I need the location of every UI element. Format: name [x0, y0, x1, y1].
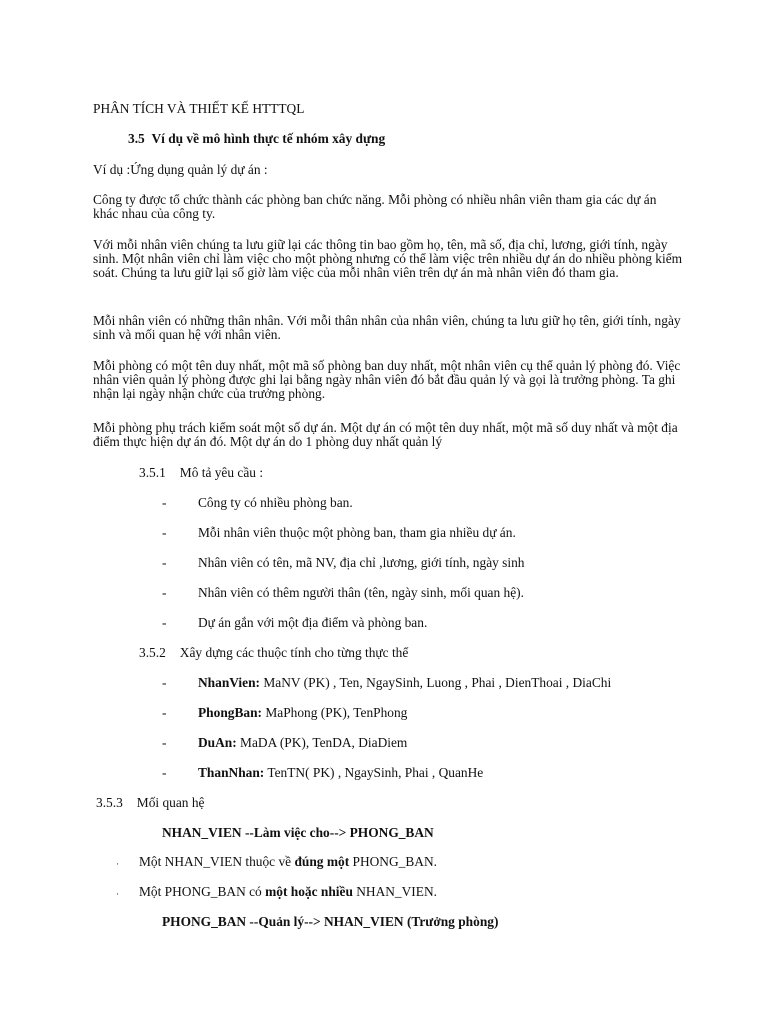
list-dash: -	[162, 495, 167, 510]
entity-attributes: TenTN( PK) , NgaySinh, Phai , QuanHe	[264, 765, 484, 780]
list-item: Mỗi nhân viên thuộc một phòng ban, tham gia nhiều dự án.	[198, 525, 516, 540]
paragraph-4: Mỗi phòng có một tên duy nhất, một mã số phòng ban duy nhất, một nhân viên cụ thể quản lý phòng đó. Việc nhân viên quản lý phòng được ghi lại bằng ngày nhân viên đó bắt đầu quản lý và gọi là trưởng phòng. Ta ghi nhận lại ngày nhận chức của trưởng phòng.	[93, 358, 681, 401]
subsection-title: Mô tả yêu cầu :	[179, 465, 264, 480]
subsection-heading-3-5-3	[96, 796, 204, 810]
subsection-title: Xây dựng các thuộc tính cho từng thực thể	[179, 645, 409, 660]
note-emphasis: một hoặc nhiều	[265, 884, 353, 899]
section-title-text: Ví dụ về mô hình thực tế nhóm xây dựng	[151, 131, 386, 146]
list-dash: -	[162, 615, 167, 630]
entity-item	[198, 676, 611, 690]
note-text: Một PHONG_BAN có	[139, 884, 266, 899]
list-dash: -	[162, 525, 167, 540]
section-number: 3.5	[128, 131, 145, 146]
relationship-heading-manages: PHONG_BAN --Quản lý--> NHAN_VIEN (Trưởng phòng)	[162, 914, 499, 929]
subsection-number: 3.5.3	[96, 795, 123, 810]
note-text: NHAN_VIEN.	[352, 884, 437, 899]
entity-attributes: MaNV (PK) , Ten, NgaySinh, Luong , Phai , DienThoai , DiaChi	[260, 675, 612, 690]
list-dash: -	[162, 735, 167, 750]
list-dash: -	[162, 585, 167, 600]
note-text: Một NHAN_VIEN thuộc về	[139, 854, 295, 869]
entity-name: ThanNhan:	[198, 765, 265, 780]
note-emphasis: đúng một	[294, 854, 350, 869]
list-dash: -	[162, 555, 167, 570]
relationship-note	[139, 885, 437, 899]
list-dash: -	[162, 675, 167, 690]
subsection-heading-3-5-1	[139, 466, 263, 480]
list-item: Công ty có nhiều phòng ban.	[198, 495, 353, 510]
relationship-heading-works-for: NHAN_VIEN --Làm việc cho--> PHONG_BAN	[162, 825, 434, 840]
subsection-number: 3.5.2	[139, 645, 166, 660]
list-item: Dự án gắn với một địa điểm và phòng ban.	[198, 615, 428, 630]
document-header: PHÂN TÍCH VÀ THIẾT KẾ HTTTQL	[93, 101, 305, 116]
example-label: Ví dụ :Ứng dụng quản lý dự án :	[93, 162, 268, 177]
entity-item	[198, 736, 407, 750]
entity-name: DuAn:	[198, 735, 237, 750]
bullet-dot: ·	[116, 859, 119, 869]
list-item: Nhân viên có thêm người thân (tên, ngày sinh, mối quan hệ).	[198, 585, 524, 600]
subsection-heading-3-5-2	[139, 646, 408, 660]
relationship-note	[139, 855, 437, 869]
list-dash: -	[162, 705, 167, 720]
entity-item	[198, 706, 407, 720]
entity-name: PhongBan:	[198, 705, 262, 720]
bullet-dot: ·	[116, 889, 119, 899]
section-title	[128, 132, 385, 146]
list-dash: -	[162, 765, 167, 780]
subsection-title: Mối quan hệ	[136, 795, 205, 810]
paragraph-5: Mỗi phòng phụ trách kiểm soát một số dự án. Một dự án có một tên duy nhất, một mã số duy nhất và một địa điểm thực hiện dự án đó. Một dự án do 1 phòng duy nhất quản lý	[93, 420, 678, 449]
paragraph-1: Công ty được tổ chức thành các phòng ban chức năng. Mỗi phòng có nhiều nhân viên tham gia các dự án khác nhau của công ty.	[93, 192, 657, 221]
note-text: PHONG_BAN.	[349, 854, 437, 869]
entity-attributes: MaPhong (PK), TenPhong	[262, 705, 408, 720]
entity-attributes: MaDA (PK), TenDA, DiaDiem	[236, 735, 408, 750]
subsection-number: 3.5.1	[139, 465, 166, 480]
entity-name: NhanVien:	[198, 675, 261, 690]
paragraph-2: Với mỗi nhân viên chúng ta lưu giữ lại các thông tin bao gồm họ, tên, mã số, địa chỉ, lương, giới tính, ngày sinh. Một nhân viên chỉ làm việc cho một phòng nhưng có thể làm việc trên nhiều dự án do nhiều phòng kiểm soát. Chúng ta lưu giữ lại số giờ làm việc của mỗi nhân viên trên dự án mà nhân viên đó tham gia.	[93, 237, 683, 280]
entity-item	[198, 766, 483, 780]
list-item: Nhân viên có tên, mã NV, địa chỉ ,lương, giới tính, ngày sinh	[198, 555, 525, 570]
paragraph-3: Mỗi nhân viên có những thân nhân. Với mỗi thân nhân của nhân viên, chúng ta lưu giữ họ tên, giới tính, ngày sinh và mối quan hệ với nhân viên.	[93, 313, 681, 342]
